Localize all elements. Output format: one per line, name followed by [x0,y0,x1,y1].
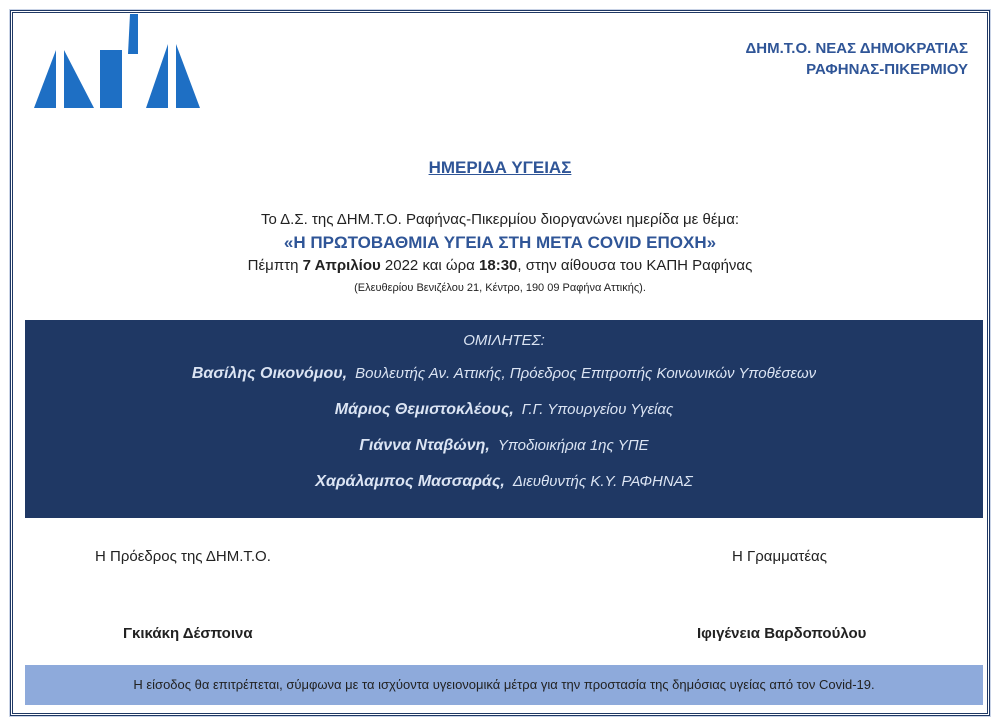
speaker-name: Γιάννα Νταβώνη, [359,437,490,454]
page-title: ΗΜΕΡΙΔΑ ΥΓΕΙΑΣ [428,158,572,177]
event-datetime [0,254,1000,277]
nd-logo [34,14,204,110]
speaker-name: Μάριος Θεμιστοκλέους, [334,401,514,418]
org-line1: ΔΗΜ.Τ.Ο. ΝΕΑΣ ΔΗΜΟΚΡΑΤΙΑΣ [745,40,968,57]
speaker-role: Βουλευτής Αν. Αττικής, Πρόεδρος Επιτροπής Κοινωνικών Υποθέσεων [355,365,817,382]
venue-address: (Ελευθερίου Βενιζέλου 21, Κέντρο, 190 09 Ραφήνα Αττικής). [354,282,646,294]
secretary-name: Ιφιγένεια Βαρδοπούλου [697,625,867,642]
organization-name [746,38,969,80]
secretary-title: Η Γραμματέας [732,548,827,565]
speaker-role: Υποδιοικήρια 1ης ΥΠΕ [497,437,649,454]
speaker-role: Γ.Γ. Υπουργείου Υγείας [521,401,674,418]
venue: , στην αίθουσα του ΚΑΠΗ Ραφήνας [517,257,753,274]
speaker-item [25,473,983,493]
speaker-name: Χαράλαμπος Μασσαράς, [315,473,505,490]
speakers-banner [25,320,983,518]
org-line2: ΡΑΦΗΝΑΣ-ΠΙΚΕΡΜΙΟΥ [806,61,968,78]
date: 7 Απριλίου [302,257,381,274]
speaker-role: Διευθυντής Κ.Υ. ΡΑΦΗΝΑΣ [512,473,693,490]
speaker-item [25,401,983,421]
covid-notice: Η είσοδος θα επιτρέπεται, σύμφωνα με τα ισχύοντα υγειονομικά μέτρα για την προστασία της δημόσιας υγείας από τον Covid-19. [25,665,983,705]
year: 2022 και ώρα [380,257,480,274]
speaker-item [25,437,983,457]
event-theme: «Η ΠΡΩΤΟΒΑΘΜΙΑ ΥΓΕΙΑ ΣΤΗ ΜΕΤΑ COVID ΕΠΟΧΗ» [283,233,717,252]
event-intro [0,208,1000,300]
speaker-name: Βασίλης Οικονόμου, [191,365,348,382]
president-name: Γκικάκη Δέσποινα [123,625,253,642]
intro-line: Το Δ.Σ. της ΔΗΜ.Τ.Ο. Ραφήνας-Πικερμίου διοργανώνει ημερίδα με θέμα: [260,211,740,228]
president-title: Η Πρόεδρος της ΔΗΜ.Τ.Ο. [95,548,271,565]
day: Πέμπτη [247,257,303,274]
speakers-heading: ΟΜΙΛΗΤΕΣ: [463,332,545,349]
speaker-item [25,365,983,385]
time: 18:30 [479,257,518,274]
